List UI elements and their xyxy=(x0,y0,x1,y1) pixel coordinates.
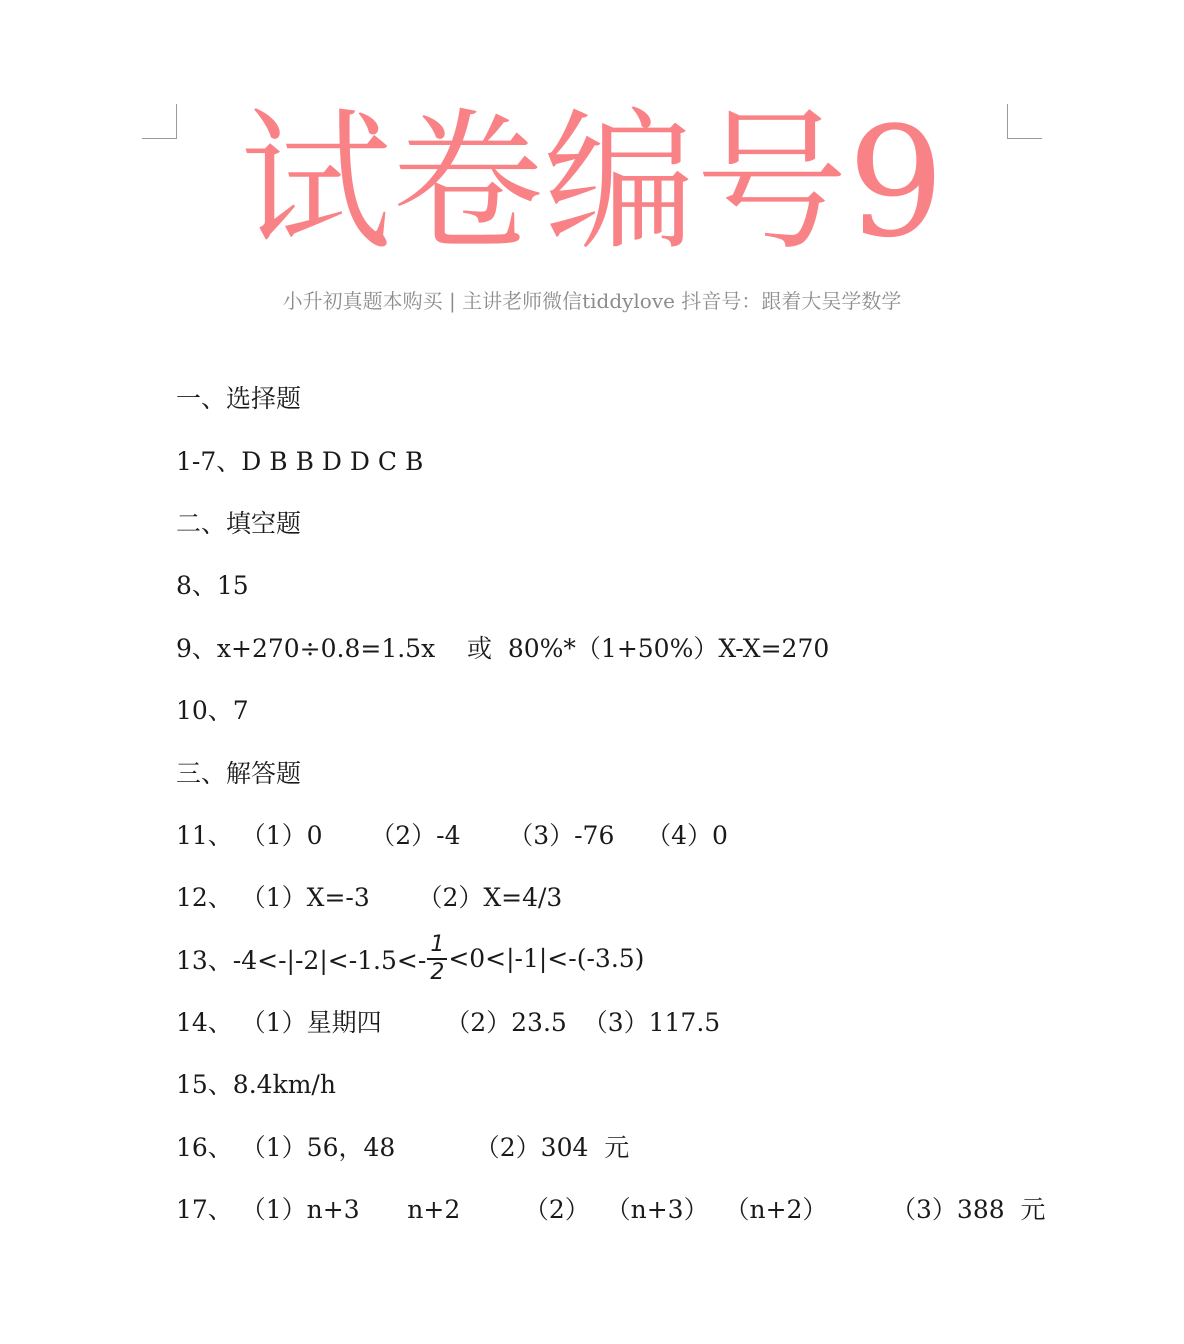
fraction-denominator: 2 xyxy=(430,959,445,985)
answer-line-14: 14、 （1）星期四 （2）23.5 （3）117.5 xyxy=(176,1008,721,1038)
answer-line-9: 9、x+270÷0.8=1.5x 或 80%*（1+50%）X-X=270 xyxy=(176,633,830,663)
answer-line-16: 16、 （1）56，48 （2）304 元 xyxy=(176,1132,630,1162)
document-subtitle: 小升初真题本购买 | 主讲老师微信tiddylove 抖音号：跟着大吴学数学 xyxy=(282,289,902,313)
answer-line-1-7: 1-7、D B B D D C B xyxy=(176,446,424,476)
answer-line-13 xyxy=(176,928,1036,990)
answer-line-8: 8、15 xyxy=(176,571,249,601)
answer-13-prefix: 13、-4<-|-2|<-1.5<- xyxy=(176,945,427,975)
answer-line-15: 15、8.4km/h xyxy=(176,1070,336,1100)
fraction-one-half xyxy=(427,931,447,985)
answer-line-17: 17、 （1）n+3 n+2 （2） （n+3） （n+2） （3）388 元 xyxy=(176,1195,1046,1225)
fraction-numerator: 1 xyxy=(427,934,447,960)
document-title: 试卷编号9 xyxy=(239,94,945,271)
section-heading-fill: 二、填空题 xyxy=(176,508,302,538)
section-heading-solve: 三、解答题 xyxy=(176,758,302,788)
answer-line-11: 11、 （1）0 （2）-4 （3）-76 （4）0 xyxy=(176,820,728,850)
answer-line-10: 10、7 xyxy=(176,696,249,726)
answer-13-suffix: <0<|-1|<-(-3.5) xyxy=(448,944,645,974)
answer-line-12: 12、 （1）X=-3 （2）X=4/3 xyxy=(176,883,563,913)
section-heading-choice: 一、选择题 xyxy=(176,384,302,414)
answer-content xyxy=(176,366,1046,1239)
